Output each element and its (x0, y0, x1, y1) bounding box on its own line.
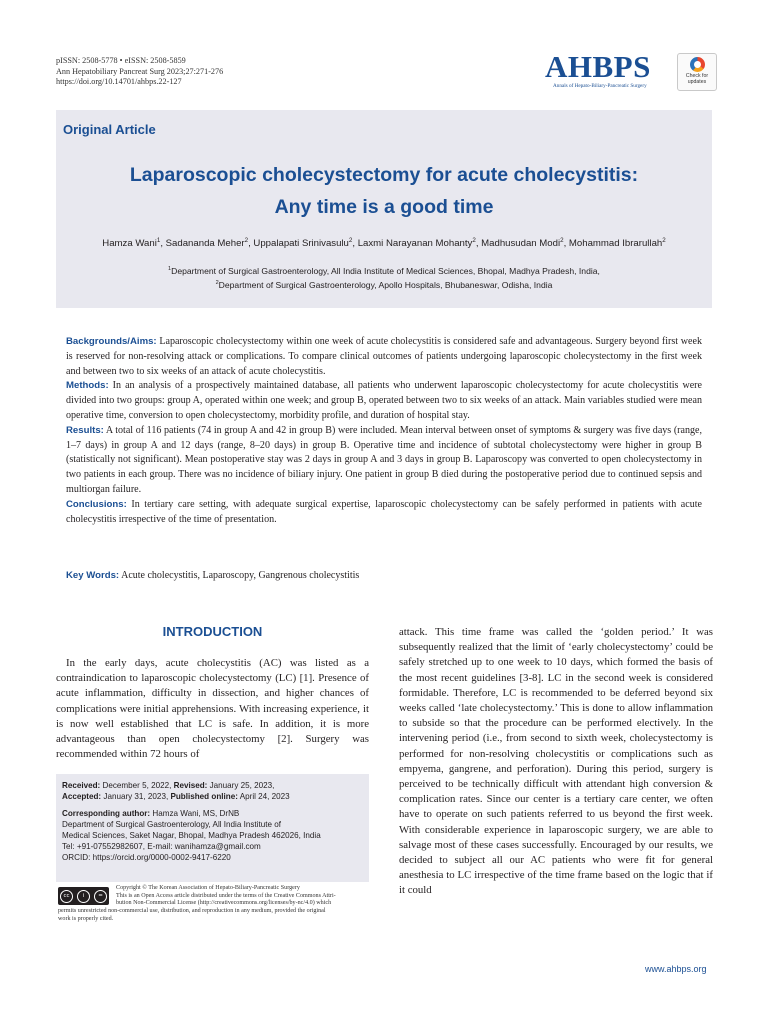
methods-text: In an analysis of a prospectively maintained database, all patients who underwent laparoscopic cholecystectomy for acute cholecystitis were divided into two groups: group A, operated within one week; and group B, operated between two to six weeks of an attack. Main variables studied were mean operative time, conversion to open cholecystectomy, morbidity profile, and duration of hospital stay. (66, 380, 702, 421)
check-for-updates-badge[interactable] (677, 53, 717, 91)
keywords-text: Acute cholecystitis, Laparoscopy, Gangrenous cholecystitis (121, 570, 360, 581)
revised-label: Revised: (173, 781, 208, 790)
license-line: permits unrestricted non-commercial use, distribution, and reproduction in any medium, provided the original (58, 908, 326, 915)
journal-logo (545, 49, 671, 89)
results-text: A total of 116 patients (74 in group A and 42 in group B) were included. Mean interval between onset of symptoms & surgery was five days (range, 1–7 days) in group A and 12 days (range, 8–20 days) in group B. Operative time and incidence of subtotal cholecystectomy were higher in group B (statistically not significant). Mean postoperative stay was 2 days in group A and 3 days in group B. Laparoscopy was converted to open cholecystectomy in two patients in each group. There was no incidence of biliary injury. One patient in group B died during the postoperative period due to continued sepsis and multiorgan failure. (66, 424, 702, 495)
intro-left-column (56, 656, 369, 762)
license-text (58, 885, 369, 924)
affil-text: Department of Surgical Gastroenterology, All India Institute of Medical Sciences, Bhopal, Madhya Pradesh, India, (171, 266, 600, 276)
accepted-dates (62, 791, 364, 802)
issn-line: pISSN: 2508-5778 • eISSN: 2508-5859 (56, 56, 186, 65)
journal-meta (56, 56, 223, 88)
affil-text: Department of Surgical Gastroenterology, Apollo Hospitals, Bhubaneswar, Odisha, India (218, 280, 553, 290)
corr-contact-line[interactable]: Tel: +91-07552982607, E-mail: wanihamza@gmail.com (62, 842, 261, 851)
author: Mohammad Ibrarullah (568, 238, 663, 249)
author: Laxmi Narayanan Mohanty (357, 238, 473, 249)
corr-address-line: Medical Sciences, Saket Nagar, Bhopal, Madhya Pradesh 462026, India (62, 831, 321, 840)
corr-orcid-line[interactable]: ORCID: https://orcid.org/0000-0002-9417-6220 (62, 853, 231, 862)
abstract-results (66, 424, 702, 498)
nc-icon: = (94, 890, 107, 903)
accepted-label: Accepted: (62, 792, 102, 801)
crossmark-icon (690, 57, 705, 72)
corr-name: Hamza Wani, MS, DrNB (152, 809, 240, 818)
intro-paragraph-right: attack. This time frame was called the ‘golden period.’ It was subsequently realized that the limit of ‘early cholecystectomy’ could be safely stretched up to one week to 10 days, which formed the basis of the most recent guidelines [3-8]. LC in the second week is considered formidable. Therefore, LC is recommended to be deferred beyond six weeks called ‘late cholecystectomy.’ This is done to allow inflammation to subside so that the procedure can be performed electively. In the intervening period (i.e., from second to sixth week, cholecystectomy is performed for non-resolving cholecystitis or complications such as empyema, gangrene, and perforation). During this period, surgery is perceived to be technically difficult with attendant high conversion & complication rates. Since our center is a tertiary care center, we often have to operate on such patients referred to us beyond the first week. With considerable experience in laparoscopic surgery, we are able to salvage most of these cases successfully. Encouraged by our results, we decided to subject all our AC patients who were fit for general anesthesia to LC irrespective of the time frame based on the logic that if it could (399, 626, 713, 897)
updates-label: updates (687, 79, 707, 85)
received-label: Received: (62, 781, 101, 790)
received-dates (62, 780, 364, 791)
author: Madhusudan Modi (481, 238, 561, 249)
accepted-date: January 31, 2023, (103, 792, 169, 801)
corr-label: Corresponding author: (62, 809, 151, 818)
conclusions-label: Conclusions: (66, 498, 127, 510)
article-title (56, 159, 712, 223)
keywords-label: Key Words: (66, 570, 120, 581)
by-icon: i (77, 890, 90, 903)
article-info (62, 780, 364, 863)
intro-right-column (399, 625, 713, 899)
author-affil-mark: 2 (662, 236, 666, 244)
corresponding-author (62, 808, 364, 819)
published-label: Published online: (170, 792, 238, 801)
author: Uppalapati Srinivasulu (253, 238, 349, 249)
author: Sadananda Meher (165, 238, 245, 249)
abstract-background (66, 335, 702, 379)
article-type: Original Article (63, 122, 156, 137)
results-label: Results: (66, 424, 104, 436)
logo-text: AHBPS (545, 49, 651, 84)
author-affil-mark: 2 (244, 236, 249, 244)
cc-icon: cc (60, 890, 73, 903)
background-label: Backgrounds/Aims: (66, 336, 157, 347)
received-date: December 5, 2022, (102, 781, 172, 790)
corr-address-line: Department of Surgical Gastroenterology, All India Institute of (62, 820, 281, 829)
author-affil-mark: 2 (472, 236, 476, 244)
author-list: Hamza Wani$^1$, Sadananda Meher$^2$, Uppalapati Srinivasulu$^2$, Laxmi Narayanan Mohanty$^2$, Madhusudan Modi$^2$, Mohammad Ibrarullah$^2$ (102, 236, 666, 249)
introduction-heading: INTRODUCTION (162, 624, 263, 639)
license-line: This is an Open Access article distributed under the terms of the Creative Commons Attri- (116, 892, 336, 899)
title-line-2: Any time is a good time (274, 196, 494, 218)
doi-link[interactable]: https://doi.org/10.14701/ahbps.22-127 (56, 77, 182, 87)
abstract-methods (66, 379, 702, 423)
check-for-label: Check for (685, 73, 709, 79)
affiliation-1 (56, 264, 712, 278)
abstract-conclusions (66, 498, 702, 528)
affil-number: 1 (168, 266, 172, 273)
author-affil-mark: 2 (560, 236, 564, 244)
author-affil-mark: 2 (348, 236, 353, 244)
author-affil-mark: 1 (156, 236, 161, 244)
methods-label: Methods: (66, 380, 109, 392)
footer-url[interactable]: www.ahbps.org (645, 964, 707, 974)
affiliation-2 (56, 278, 712, 292)
license-line: bution Non-Commercial License (http://creativecommons.org/licenses/by-nc/4.0) which (116, 900, 332, 907)
background-text: Laparoscopic cholecystectomy within one week of acute cholecystitis is considered safe and advantageous. Surgery beyond first week is reserved for non-resolving attack or complications. To compare clinical outcomes of patients undergoing laparoscopic cholecystectomy in the first week and between two to six weeks of an attack of acute cholecystitis. (66, 336, 702, 377)
intro-paragraph-left: In the early days, acute cholecystitis (AC) was listed as a contraindication to laparoscopic cholecystectomy (LC) [1]. Presence of acute inflammation, difficulty in dissection, and higher chances of complications were initial apprehensions. With increasing experience, it is now well established that LC is safe. In addition, it is more advantageous than open cholecystectomy [2]. Surgery was recommended within 72 hours of (56, 657, 369, 761)
keywords (66, 570, 359, 581)
abstract (66, 335, 702, 527)
title-line-1: Laparoscopic cholecystectomy for acute cholecystitis: (129, 164, 639, 186)
logo-subtitle: Annals of Hepato-Biliary-Pancreatic Surgery (553, 83, 647, 89)
affiliations (56, 264, 712, 292)
license-line: work is properly cited. (58, 915, 114, 922)
affil-number: 2 (215, 280, 219, 287)
published-date: April 24, 2023 (239, 792, 290, 801)
revised-date: January 25, 2023, (209, 781, 275, 790)
license-line: Copyright © The Korean Association of Hepato-Biliary-Pancreatic Surgery (116, 885, 300, 891)
citation-line: Ann Hepatobiliary Pancreat Surg 2023;27:271-276 (56, 66, 224, 76)
conclusions-text: In tertiary care setting, with adequate surgical expertise, laparoscopic cholecystectomy can be safely performed in patients with acute cholecystitis irrespective of the time of presentation. (66, 498, 703, 525)
author: Hamza Wani (102, 238, 157, 249)
